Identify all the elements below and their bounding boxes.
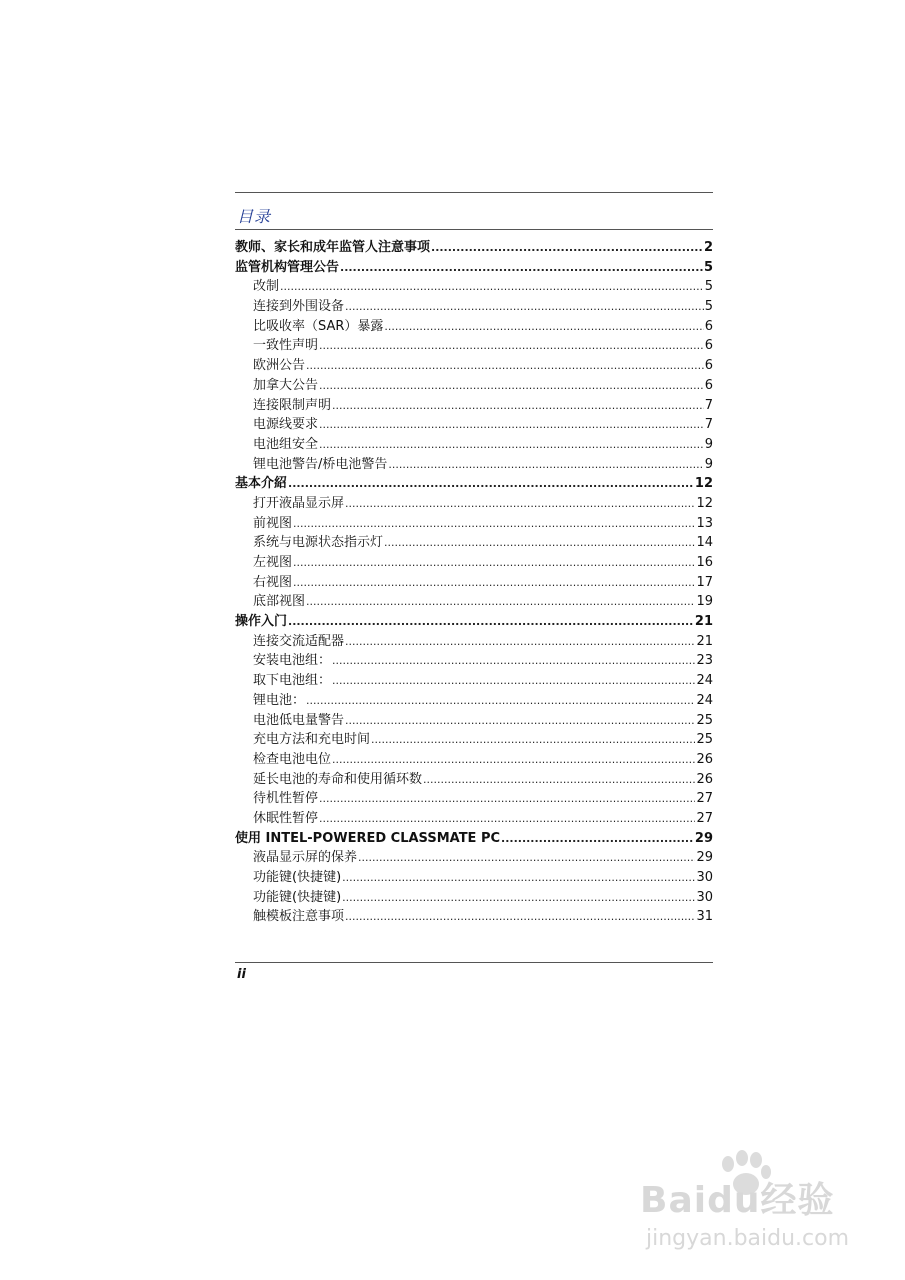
baidu-watermark [640,1150,870,1260]
toc-entry-page: 17 [696,574,713,590]
dot-leader [306,356,704,376]
toc-entry-label: 一致性声明 [253,338,319,354]
toc-entry-label: 基本介紹 [235,476,288,492]
toc-entry-page: 13 [696,515,713,531]
toc-entry-label: 锂电池： [253,692,306,708]
toc-title: 目录 [237,207,272,226]
dot-leader [345,297,704,317]
toc-entry-page: 25 [696,712,713,728]
toc-entry-page: 29 [696,850,713,866]
toc-entry-page: 26 [696,751,713,767]
toc-entry-page: 7 [704,417,713,433]
dot-leader [306,691,695,711]
toc-entry-label: 连接交流适配器 [253,633,345,649]
toc-entry[interactable] [235,336,713,356]
toc-entry-label: 电池组安全 [253,436,319,452]
toc-entry-page: 7 [704,397,713,413]
toc-entry-page: 16 [696,555,713,570]
watermark-domain: jingyan.baidu.com [646,1226,850,1251]
dot-leader [358,848,695,868]
dot-leader [345,907,695,927]
dot-leader [319,435,704,455]
toc-entry[interactable] [235,888,713,908]
dot-leader [319,336,704,356]
toc-entry-page: 25 [696,732,713,748]
toc-entry-label: 锂电池警告/桥电池警告 [253,456,388,472]
toc-entry-label: 教师、家长和成年监管人注意事项 [235,240,431,255]
toc-entry[interactable] [235,435,713,455]
toc-entry[interactable] [235,612,713,632]
dot-leader [293,514,695,534]
toc-entry-label: 检查电池电位 [253,751,332,767]
toc-entry-label: 液晶显示屏的保养 [253,850,358,866]
dot-leader [431,238,703,258]
toc-entry[interactable] [235,730,713,750]
toc-entry-page: 30 [696,870,713,885]
toc-entry[interactable] [235,415,713,435]
top-rule [235,192,713,193]
dot-leader [340,258,703,278]
toc-entry-page: 30 [696,889,713,905]
dot-leader [388,455,703,475]
toc-entry-page: 6 [704,358,713,374]
toc-entry-label: 功能键(快捷键) [253,889,342,905]
toc-entry-label: 欧洲公告 [253,358,306,374]
toc-entry-label: 监管机构管理公告 [235,259,340,275]
toc-entry[interactable] [235,553,713,573]
dot-leader [319,376,704,396]
page-folio: ii [237,967,246,982]
dot-leader [319,809,695,829]
toc-entry-page: 12 [696,495,713,511]
toc-entry[interactable] [235,533,713,553]
toc-entry-page: 9 [704,456,713,472]
toc-entry[interactable] [235,514,713,534]
toc-entry-page: 5 [704,299,713,315]
toc-entry-page: 21 [696,633,713,649]
toc-entry-label: 加拿大公告 [253,377,319,393]
dot-leader [319,415,704,435]
toc-entry-page: 27 [696,810,713,826]
toc-entry-page: 21 [694,614,713,630]
toc-entry[interactable] [235,277,713,297]
toc-entry[interactable] [235,750,713,770]
toc-entry-label: 功能键(快捷键) [253,870,342,885]
toc-entry[interactable] [235,651,713,671]
toc-entry-label: 连接限制声明 [253,397,332,413]
toc-entry-page: 24 [696,692,713,708]
dot-leader [288,474,694,494]
dot-leader [501,829,694,849]
toc-entry[interactable] [235,868,713,888]
dot-leader [332,750,695,770]
toc-entry[interactable] [235,691,713,711]
toc-entry[interactable] [235,573,713,593]
toc-entry-label: 充电方法和充电时间 [253,732,371,748]
bottom-rule [235,962,713,963]
toc-entry-page: 12 [694,476,713,492]
toc-entry-label: 比吸收率（SAR）暴露 [253,318,384,334]
toc-entry[interactable] [235,297,713,317]
toc-entry-page: 9 [704,436,713,452]
toc-entry-page: 29 [694,830,713,846]
toc-entry[interactable] [235,711,713,731]
dot-leader [371,730,695,750]
toc-entry[interactable] [235,238,713,258]
watermark-brand: Baidu经验 [640,1180,835,1221]
dot-leader [423,770,695,790]
toc-entry-page: 27 [696,791,713,807]
dot-leader [306,592,695,612]
toc-entry-label: 系统与电源状态指示灯 [253,535,384,551]
toc-entry[interactable] [235,376,713,396]
toc-entry-page: 31 [696,909,713,925]
toc-entry-label: 电池低电量警告 [253,712,345,728]
dot-leader [293,553,695,573]
dot-leader [384,533,695,553]
toc-entry-label: 安装电池组： [253,653,332,669]
toc-entry-label: 打开液晶显示屏 [253,495,345,511]
dot-leader [345,632,695,652]
dot-leader [345,711,695,731]
toc-entry-label: 连接到外围设备 [253,299,345,315]
toc-entry[interactable] [235,848,713,868]
dot-leader [342,888,695,908]
toc-entry-page: 6 [704,338,713,354]
toc-entry[interactable] [235,494,713,514]
dot-leader [342,868,695,888]
toc-entry[interactable] [235,770,713,790]
toc-entry-page: 5 [703,259,713,275]
title-rule [235,229,713,230]
toc-entry[interactable] [235,317,713,337]
dot-leader [319,789,695,809]
dot-leader [345,494,695,514]
toc-entry-label: 延长电池的寿命和使用循环数 [253,771,423,787]
toc-entry-page: 2 [703,240,713,255]
toc-entry-label: 改制 [253,279,280,295]
toc-entry-label: 操作入门 [235,614,288,630]
toc-entry[interactable] [235,396,713,416]
toc-entry[interactable] [235,789,713,809]
toc-entry-label: 待机性暂停 [253,791,319,807]
toc-entry[interactable] [235,671,713,691]
toc-list [235,238,713,927]
toc-entry-label: 右视图 [253,574,293,590]
toc-entry[interactable] [235,474,713,494]
toc-entry[interactable] [235,809,713,829]
toc-entry-label: 前视图 [253,515,293,531]
toc-entry-label: 取下电池组： [253,673,332,689]
dot-leader [288,612,694,632]
dot-leader [332,651,695,671]
toc-entry-page: 26 [696,771,713,787]
toc-entry-label: 休眠性暂停 [253,810,319,826]
toc-entry-page: 23 [696,653,713,669]
toc-entry[interactable] [235,258,713,278]
toc-entry-page: 14 [696,535,713,551]
toc-entry-label: 电源线要求 [253,417,319,433]
toc-entry[interactable] [235,592,713,612]
toc-entry-label: 使用 INTEL-POWERED CLASSMATE PC [235,830,501,846]
dot-leader [332,671,695,691]
toc-entry-page: 5 [704,279,713,295]
toc-entry-page: 6 [704,318,713,334]
toc-entry[interactable] [235,632,713,652]
toc-entry[interactable] [235,829,713,849]
toc-entry[interactable] [235,907,713,927]
toc-entry[interactable] [235,455,713,475]
toc-entry-page: 6 [704,377,713,393]
toc-entry[interactable] [235,356,713,376]
toc-entry-label: 触模板注意事项 [253,909,345,925]
toc-entry-label: 底部视图 [253,594,306,610]
dot-leader [384,317,703,337]
toc-entry-page: 19 [696,594,713,610]
dot-leader [280,277,704,297]
dot-leader [293,573,695,593]
dot-leader [332,396,704,416]
toc-entry-label: 左视图 [253,555,293,570]
toc-entry-page: 24 [696,673,713,689]
